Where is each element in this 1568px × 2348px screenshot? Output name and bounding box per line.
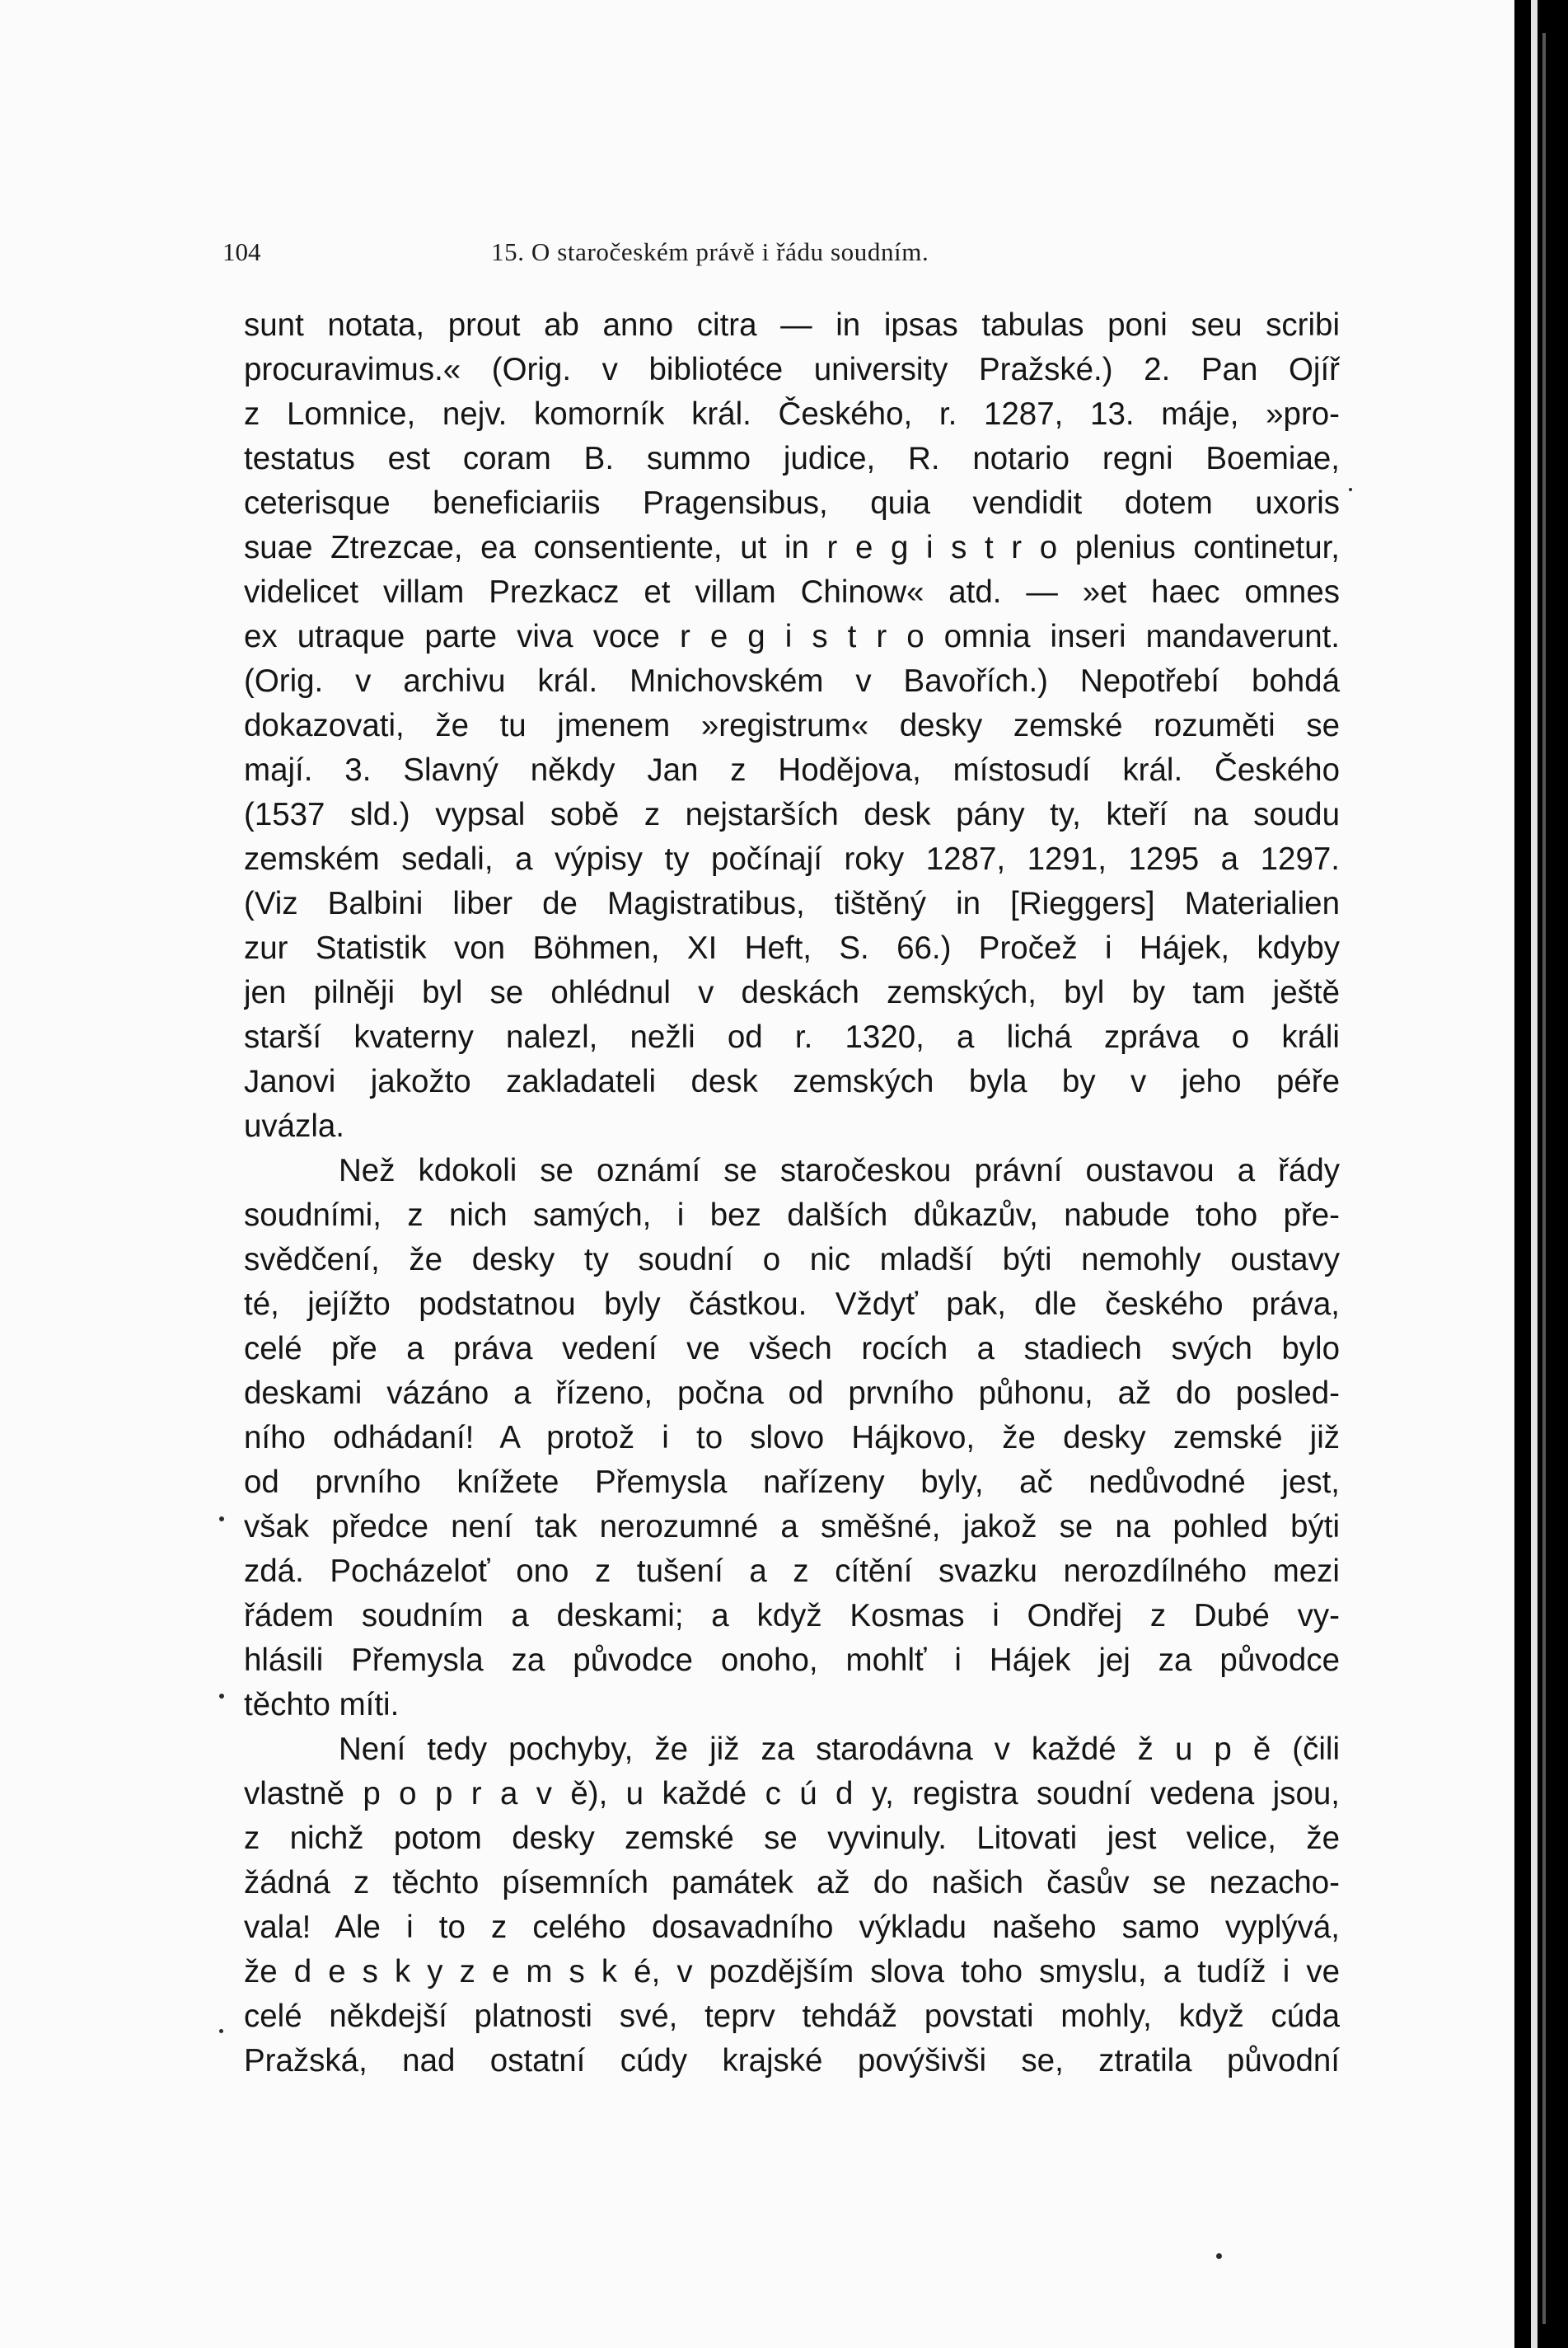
text-line: těchto míti. <box>244 1687 400 1722</box>
text-line: žádná z těchto písemních památek až do našich časův se nezacho- <box>244 1865 1340 1900</box>
text-line: sunt notata, prout ab anno citra — in ipsas tabulas poni seu scribi <box>244 307 1340 343</box>
text-line: (1537 sld.) vypsal sobě z nejstarších desk pány ty, kteří na soudu <box>244 797 1340 832</box>
text-line: deskami vázáno a řízeno, počna od prvního půhonu, až do posled- <box>244 1376 1340 1411</box>
text-line: soudními, z nich samých, i bez dalších důkazův, nabude toho pře- <box>244 1197 1340 1233</box>
text-line: uvázla. <box>244 1108 344 1144</box>
text-line: Než kdokoli se oznámí se staročeskou právní oustavou a řády <box>339 1153 1340 1188</box>
scan-speck <box>1216 2253 1222 2259</box>
text-line: svědčení, že desky ty soudní o nic mladší býti nemohly oustavy <box>244 1242 1340 1277</box>
text-line: té, jejížto podstatnou byly částkou. Vždyť pak, dle českého práva, <box>244 1286 1340 1322</box>
text-line: řádem soudním a deskami; a když Kosmas i Ondřej z Dubé vy- <box>244 1598 1340 1633</box>
text-line: ex utraque parte viva voce r e g i s t r o omnia inseri mandaverunt. <box>244 619 1340 654</box>
scan-speck <box>1349 488 1352 491</box>
text-line: zemském sedali, a výpisy ty počínají roky 1287, 1291, 1295 a 1297. <box>244 841 1340 877</box>
scan-speck <box>219 1516 224 1521</box>
text-line: vala! Ale i to z celého dosavadního výkladu našeho samo vyplývá, <box>244 1910 1340 1945</box>
page-number: 104 <box>222 237 261 266</box>
text-line: (Orig. v archivu král. Mnichovském v Bavořích.) Nepotřebí bohdá <box>244 663 1340 699</box>
scan-speck <box>219 1694 224 1699</box>
text-line: však předce není tak nerozumné a směšné, jakož se na pohled býti <box>244 1509 1340 1544</box>
page-header <box>222 237 1343 274</box>
text-line: ceterisque beneficiariis Pragensibus, quia vendidit dotem uxoris <box>244 485 1340 521</box>
text-line: celé pře a práva vedení ve všech rocích a stadiech svých bylo <box>244 1331 1340 1366</box>
scan-edge <box>1514 0 1568 2348</box>
text-line: že d e s k y z e m s k é, v pozdějším slova toho smyslu, a tudíž i ve <box>244 1954 1340 1989</box>
text-line: Není tedy pochyby, že již za starodávna v každé ž u p ě (čili <box>339 1732 1340 1767</box>
text-line: suae Ztrezcae, ea consentiente, ut in r e g i s t r o plenius continetur, <box>244 530 1340 565</box>
running-title: 15. O staročeském právě i řádu soudním. <box>491 237 929 266</box>
text-line: mají. 3. Slavný někdy Jan z Hodějova, místosudí král. Českého <box>244 752 1340 788</box>
scan-edge-line <box>1542 33 1546 2324</box>
text-line: procuravimus.« (Orig. v bibliotéce university Pražské.) 2. Pan Ojíř <box>244 352 1340 387</box>
text-line: zdá. Pocházeloť ono z tušení a z cítění svazku nerozdílného mezi <box>244 1554 1340 1589</box>
text-line: videlicet villam Prezkacz et villam Chinow« atd. — »et haec omnes <box>244 574 1340 610</box>
text-line: testatus est coram B. summo judice, R. notario regni Boemiae, <box>244 441 1340 476</box>
text-line: hlásili Přemysla za původce onoho, mohlť i Hájek jej za původce <box>244 1643 1340 1678</box>
text-line: zur Statistik von Böhmen, XI Heft, S. 66.) Pročež i Hájek, kdyby <box>244 930 1340 966</box>
text-line: Janovi jakožto zakladateli desk zemských byla by v jeho péře <box>244 1064 1340 1099</box>
text-line: (Viz Balbini liber de Magistratibus, tištěný in [Rieggers] Materialien <box>244 886 1340 921</box>
text-line: vlastně p o p r a v ě), u každé c ú d y, registra soudní vedena jsou, <box>244 1776 1340 1811</box>
text-line: starší kvaterny nalezl, nežli od r. 1320, a lichá zpráva o králi <box>244 1019 1340 1055</box>
text-line: celé někdejší platnosti své, teprv tehdáž povstati mohly, když cúda <box>244 1999 1340 2034</box>
scan-speck <box>219 2029 223 2033</box>
text-line: od prvního knížete Přemysla nařízeny byly, ač nedůvodné jest, <box>244 1465 1340 1500</box>
text-line: jen pilněji byl se ohlédnul v deskách zemských, byl by tam ještě <box>244 975 1340 1010</box>
text-line: dokazovati, že tu jmenem »registrum« desky zemské rozuměti se <box>244 708 1340 743</box>
text-line: z Lomnice, nejv. komorník král. Českého, r. 1287, 13. máje, »pro- <box>244 396 1340 432</box>
scan-edge-line <box>1531 0 1538 2348</box>
text-line: ního odhádaní! A protož i to slovo Hájkovo, že desky zemské již <box>244 1420 1340 1455</box>
text-line: Pražská, nad ostatní cúdy krajské povýšivši se, ztratila původní <box>244 2043 1340 2079</box>
text-line: z nichž potom desky zemské se vyvinuly. Litovati jest velice, že <box>244 1821 1340 1856</box>
body-text <box>244 303 1340 2083</box>
